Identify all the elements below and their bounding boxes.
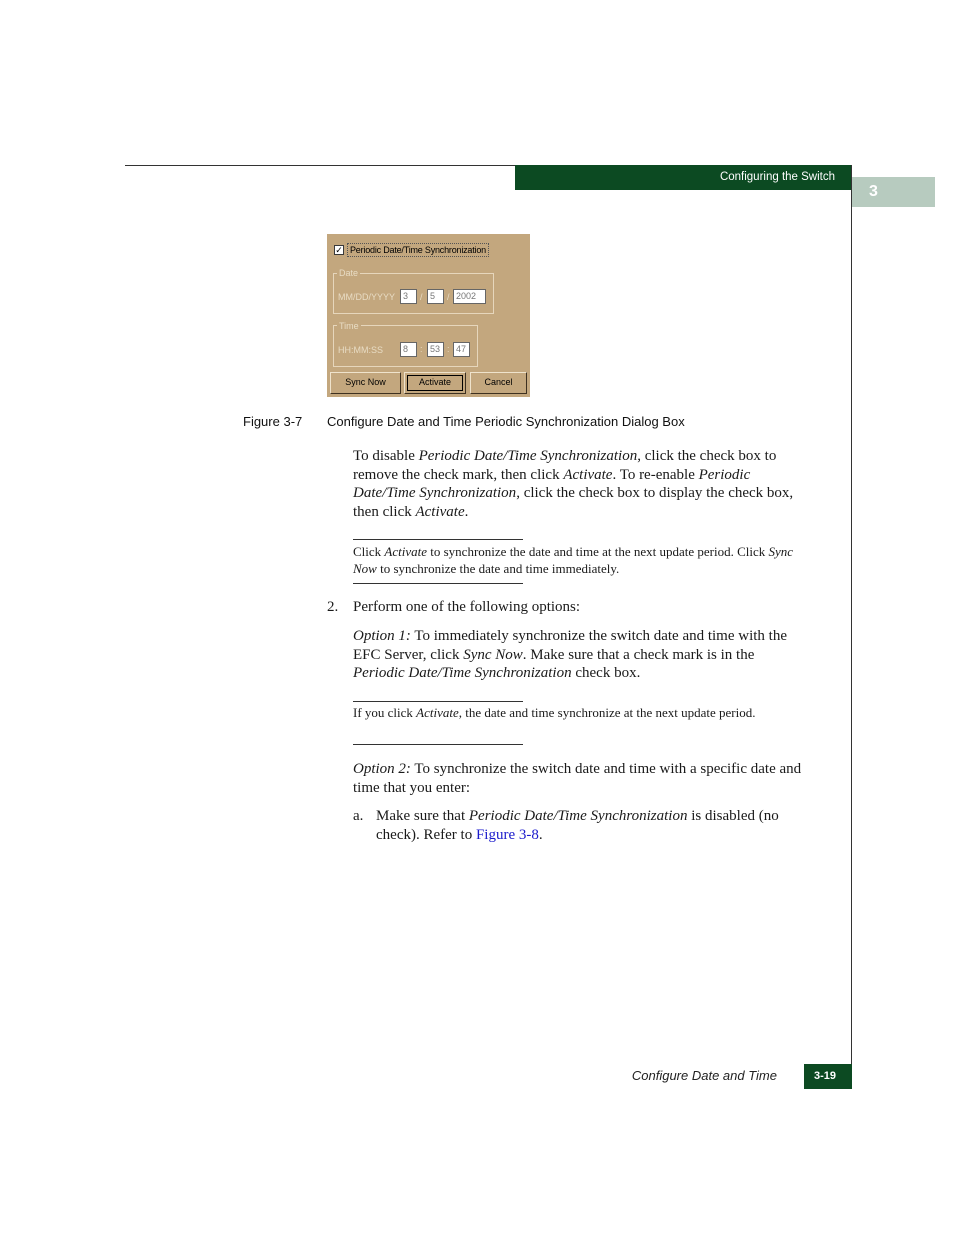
hour-field[interactable]: 8 — [400, 342, 417, 357]
date-separator: / — [447, 292, 450, 302]
note-rule-bottom — [353, 744, 523, 745]
note-rule-top — [353, 701, 523, 702]
note-activate-period: If you click Activate, the date and time synchronize at the next update period. — [353, 705, 756, 720]
date-separator: / — [420, 292, 423, 302]
time-group-title: Time — [339, 321, 359, 331]
time-separator: : — [447, 344, 450, 354]
periodic-sync-checkbox[interactable]: ✓ — [335, 245, 343, 255]
date-group-title: Date — [339, 268, 359, 278]
step-text: Perform one of the following options: — [353, 599, 581, 615]
sync-now-button[interactable]: Sync Now — [330, 372, 401, 394]
page-number: 3-19 — [804, 1064, 852, 1089]
chapter-tab: 3 — [852, 177, 935, 207]
activate-button[interactable]: Activate — [404, 372, 466, 394]
day-field[interactable]: 5 — [427, 289, 444, 304]
periodic-sync-label[interactable]: Periodic Date/Time Synchronization — [347, 243, 489, 257]
figure-number: Figure 3-7 — [243, 414, 303, 429]
second-field[interactable]: 47 — [453, 342, 470, 357]
time-separator: : — [420, 344, 423, 354]
substep-a-text: Make sure that Periodic Date/Time Synchronization is disabled (no check). Refer to Figure 3-8. — [376, 808, 779, 843]
section-header: Configuring the Switch — [515, 165, 851, 190]
cancel-button[interactable]: Cancel — [470, 372, 527, 394]
margin-rule — [851, 165, 852, 1089]
date-format-label: MM/DD/YYYY — [338, 292, 396, 302]
step-number: 2. — [327, 599, 339, 615]
header-rule — [125, 165, 515, 166]
month-field[interactable]: 3 — [400, 289, 417, 304]
option-1-paragraph: Option 1: To immediately synchronize the switch date and time with the EFC Server, click Sync Now. Make sure that a check mark is in the Periodic Date/Time Synchronization check box. — [353, 628, 787, 681]
note-rule-top — [353, 539, 523, 540]
figure-3-8-link[interactable]: Figure 3-8 — [475, 826, 539, 843]
sync-dialog — [327, 234, 530, 397]
time-format-label: HH:MM:SS — [338, 345, 383, 355]
figure-title: Configure Date and Time Periodic Synchronization Dialog Box — [327, 414, 685, 429]
substep-letter: a. — [353, 808, 364, 824]
note-activate-sync: Click Activate to synchronize the date and time at the next update period. Click Sync Now to synchronize the date and time immediately. — [353, 544, 794, 576]
paragraph-disable-sync: To disable Periodic Date/Time Synchronization, click the check box to remove the check mark, then click Activate. To re-enable Periodic Date/Time Synchronization, click the check box to display the check box, then click Activate. — [353, 448, 794, 520]
note-rule-bottom — [353, 583, 523, 584]
footer-section: Configure Date and Time — [631, 1068, 777, 1083]
year-field[interactable]: 2002 — [453, 289, 486, 304]
minute-field[interactable]: 53 — [427, 342, 444, 357]
option-2-paragraph: Option 2: To synchronize the switch date and time with a specific date and time that you enter: — [353, 761, 802, 796]
